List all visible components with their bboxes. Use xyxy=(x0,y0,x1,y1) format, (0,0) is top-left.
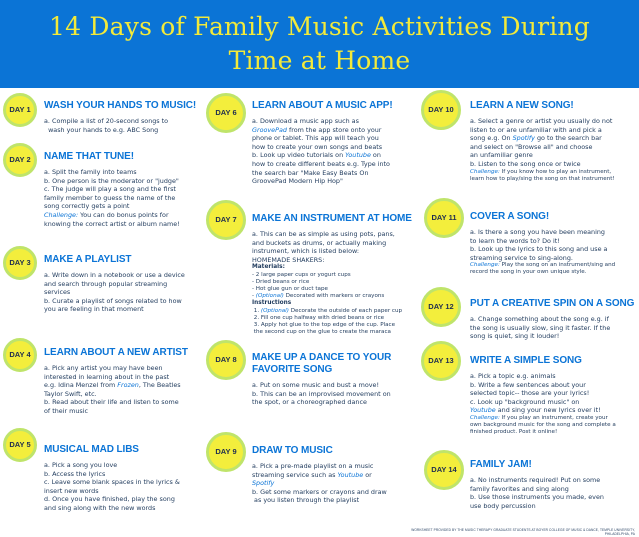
day-14-card xyxy=(470,459,638,510)
day-13-badge: DAY 13 xyxy=(421,341,461,381)
day-12-heading: PUT A CREATIVE SPIN ON A SONG xyxy=(470,298,635,309)
day-7-instructions-label: Instructions xyxy=(252,300,292,307)
day-2-heading: NAME THAT TUNE! xyxy=(44,151,134,162)
day-11-text: a. Is there a song you have been meaning to learn the words to? Do it! b. Look up the lyrics to this song and use a streaming service to sing-along. xyxy=(470,228,608,262)
day-2-text: a. Split the family into teams b. One person is the moderator or "judge" c. The judge will play a song and the first family member to guess the name of the song correctly gets a point Challenge: You can do bonus points for knowing the correct artist or album name! xyxy=(44,168,180,228)
day-5-badge: DAY 5 xyxy=(3,428,37,462)
day-13-challenge: Challenge: If you play an instrument, create your own background music for the song and complete a finished product. Post it online! xyxy=(470,414,616,436)
day-7-heading: MAKE AN INSTRUMENT AT HOME xyxy=(252,213,412,224)
day-3-badge: DAY 3 xyxy=(3,246,37,280)
day-3-text: a. Write down in a notebook or use a device and search through popular streaming services b. Curate a playlist of songs related to how you are feeling in that moment xyxy=(44,271,185,314)
day-9-text: a. Pick a pre-made playlist on a music streaming service such as Youtube or Spotify b. Get some markers or crayons and draw as you listen through the playlist xyxy=(252,462,387,505)
day-9-badge: DAY 9 xyxy=(206,432,246,472)
footer-credit: WORKSHEET PROVIDED BY THE MUSIC THERAPY GRADUATE STUDENTS AT BOYER COLLEGE OF MUSIC & DANCE, TEMPLE UNIVERSITY, PHILADELPHIA, PA xyxy=(411,528,635,536)
day-1-text: a. Compile a list of 20-second songs to wash your hands to e.g. ABC Song xyxy=(44,117,169,134)
day-13-text: a. Pick a topic e.g. animals b. Write a few sentences about your selected topic-- those are your lyrics! c. Look up "background music" on Youtube and sing your new lyrics over it! xyxy=(470,372,601,415)
day-14-badge: DAY 14 xyxy=(424,450,464,490)
day-10-badge: DAY 10 xyxy=(421,90,461,130)
day-7-badge: DAY 7 xyxy=(206,200,246,240)
title-banner xyxy=(0,0,639,88)
day-9-heading: DRAW TO MUSIC xyxy=(252,445,333,456)
day-1-heading: WASH YOUR HANDS TO MUSIC! xyxy=(44,100,197,111)
day-7-text: a. This can be as simple as using pots, pans, and buckets as drums, or actually making instrument, which is listed below: HOMEMADE SHAKERS: xyxy=(252,230,395,264)
day-12-card xyxy=(470,298,638,341)
day-9-card xyxy=(252,445,424,505)
day-1-badge: DAY 1 xyxy=(3,93,37,127)
day-14-text: a. No instruments required! Put on some family favorites and sing along b. Use those instruments you made, even use body percussion xyxy=(470,476,604,510)
day-11-heading: COVER A SONG! xyxy=(470,211,550,222)
day-5-text: a. Pick a song you love b. Access the lyrics c. Leave some blank spaces in the lyrics & insert new words d. Once you have finished, play the song and sing along with the new words xyxy=(44,461,180,512)
day-7-materials-label: Materials: xyxy=(252,264,285,271)
day-7-card xyxy=(252,213,424,336)
day-10-card xyxy=(470,100,638,183)
day-3-heading: MAKE A PLAYLIST xyxy=(44,254,132,265)
day-12-badge: DAY 12 xyxy=(421,287,461,327)
day-10-text: a. Select a genre or artist you usually do not listen to or are unfamiliar with and pick a song e.g. On Spotify go to the search bar and select on "Browse all" and choose an unfamiliar genre b. Listen to the song once or twice xyxy=(470,117,613,168)
day-12-text: a. Change something about the song e.g. if the song is usually slow, sing it faster. If the song is quiet, sing it louder! xyxy=(470,315,611,341)
day-4-badge: DAY 4 xyxy=(3,338,37,372)
day-10-challenge: Challenge: If you know how to play an instrument, learn how to play/sing the song on that instrument! xyxy=(470,168,615,182)
day-4-heading: LEARN ABOUT A NEW ARTIST xyxy=(44,347,188,358)
day-14-heading: FAMILY JAM! xyxy=(470,459,532,470)
day-4-card xyxy=(44,347,209,416)
day-7-instructions: 1. (Optional) Decorate the outside of each paper cup 2. Fill one cup halfway with dried beans or rice 3. Apply hot glue to the top edge of the cup. Place the second cup on the glue to create the maraca xyxy=(253,307,403,335)
day-5-heading: MUSICAL MAD LIBS xyxy=(44,444,139,455)
title-line-1: 14 Days of Family Music Activities During xyxy=(49,12,590,41)
day-7-materials: - 2 large paper cups or yogurt cups - Dried beans or rice - Hot glue gun or duct tape - (Optional) Decorated with markers or crayons xyxy=(252,271,385,300)
day-8-heading: MAKE UP A DANCE TO YOUR FAVORITE SONG xyxy=(252,352,392,375)
title-line-2: Time at Home xyxy=(228,46,411,75)
day-13-card xyxy=(470,355,638,436)
day-6-text: a. Download a music app such as GroovePad from the app store onto your phone or tablet. This app will teach you how to create your own songs and beats b. Look up video tutorials on Youtube on how to create different beats e.g. Type into the search bar "Make Easy Beats On GroovePad Modern Hip Hop" xyxy=(252,117,390,186)
day-6-heading: LEARN ABOUT A MUSIC APP! xyxy=(252,100,393,111)
day-5-card xyxy=(44,444,209,513)
day-11-challenge: Challenge: Play the song on an instrument/sing and record the song in your own unique style. xyxy=(470,262,616,276)
day-10-heading: LEARN A NEW SONG! xyxy=(470,100,574,111)
day-8-text: a. Put on some music and bust a move! b. This can be an improvised movement on the spot, or a choreographed dance xyxy=(252,381,391,407)
day-2-badge: DAY 2 xyxy=(3,143,37,177)
day-11-card xyxy=(470,211,638,277)
day-1-card xyxy=(44,100,209,134)
day-4-text: a. Pick any artist you may have been interested in learning about in the past e.g. Idina Menzel from Frozen, The Beatles Taylor Swift, etc. b. Read about their life and listen to some of their music xyxy=(44,364,181,415)
day-8-card xyxy=(252,352,424,407)
day-11-badge: DAY 11 xyxy=(424,198,464,238)
day-6-card xyxy=(252,100,422,186)
day-8-badge: DAY 8 xyxy=(206,340,246,380)
page-title xyxy=(0,0,639,78)
day-2-card xyxy=(44,151,209,228)
day-13-heading: WRITE A SIMPLE SONG xyxy=(470,355,582,366)
day-6-badge: DAY 6 xyxy=(206,93,246,133)
day-3-card xyxy=(44,254,209,314)
